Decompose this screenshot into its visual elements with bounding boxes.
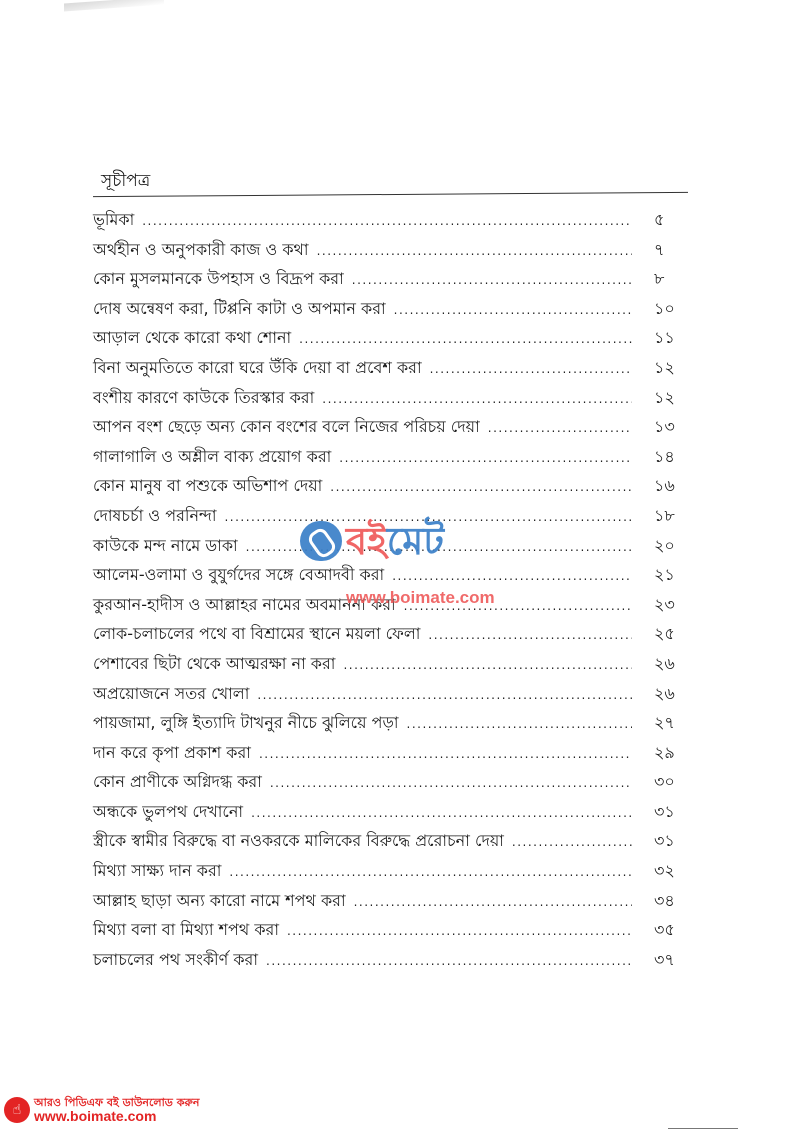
toc-entry-page: ২৩: [654, 594, 675, 614]
download-banner-text: আরও পিডিএফ বই ডাউনলোড করুন: [34, 1096, 200, 1109]
toc-entry[interactable]: [93, 945, 688, 975]
toc-entry-label: লোক-চলাচলের পথে বা বিশ্রামের স্থানে ময়লা ফেলা: [93, 624, 421, 644]
title-divider: [93, 192, 688, 197]
dot-leader: [488, 414, 632, 444]
dot-leader: [259, 740, 632, 770]
toc-entry-label: পায়জামা, লুঙ্গি ইত্যাদি টাখনুর নীচে ঝুলিয়ে পড়া: [93, 713, 399, 733]
toc-entry[interactable]: [93, 323, 688, 353]
toc-entry[interactable]: [93, 649, 688, 679]
toc-entry-page: ১৬: [654, 476, 675, 496]
dot-leader: [428, 621, 632, 651]
table-of-contents: [93, 170, 688, 974]
toc-entry[interactable]: [93, 679, 688, 709]
dot-leader: [299, 325, 632, 355]
toc-entry[interactable]: [93, 531, 688, 561]
toc-entry[interactable]: [93, 442, 688, 472]
dot-leader: [270, 769, 632, 799]
toc-entry-page: ৩০: [654, 772, 675, 792]
toc-entry-label: আলেম-ওলামা ও বুযুর্গদের সঙ্গে বেআদবী করা: [93, 565, 385, 585]
dot-leader: [266, 947, 632, 977]
toc-entry-label: দোষচর্চা ও পরনিন্দা: [93, 505, 217, 525]
toc-entry-label: আপন বংশ ছেড়ে অন্য কোন বংশের বলে নিজের পরিচয় দেয়া: [93, 417, 480, 437]
toc-entry[interactable]: [93, 619, 688, 649]
toc-entry-page: ১৮: [654, 505, 675, 525]
dot-leader: [322, 385, 632, 415]
dot-leader: [287, 917, 632, 947]
toc-entry-label: আল্লাহ ছাড়া অন্য কারো নামে শপথ করা: [93, 890, 346, 910]
scan-artifact: [64, 0, 164, 11]
toc-entry-label: কাউকে মন্দ নামে ডাকা: [93, 535, 238, 555]
toc-entry-page: ৩১: [654, 801, 675, 821]
toc-entry-page: ১২: [654, 387, 675, 407]
dot-leader: [512, 828, 632, 858]
toc-entry-label: বংশীয় কারণে কাউকে তিরস্কার করা: [93, 387, 315, 407]
dot-leader: [330, 473, 632, 503]
toc-entry-label: অর্থহীন ও অনুপকারী কাজ ও কথা: [93, 239, 309, 259]
toc-entry[interactable]: [93, 767, 688, 797]
dot-leader: [407, 710, 632, 740]
toc-entry-page: ২৬: [654, 683, 675, 703]
toc-entry[interactable]: [93, 856, 688, 886]
dot-leader: [229, 858, 632, 888]
toc-entry[interactable]: [93, 886, 688, 916]
toc-entry-label: মিথ্যা বলা বা মিথ্যা শপথ করা: [93, 920, 279, 940]
page-edge-line: [668, 1128, 738, 1129]
dot-leader: [394, 296, 632, 326]
toc-entry[interactable]: [93, 264, 688, 294]
toc-entry[interactable]: [93, 412, 688, 442]
dot-leader: [257, 681, 632, 711]
toc-entry-label: কুরআন-হাদীস ও আল্লাহর নামের অবমাননা করা: [93, 594, 396, 614]
toc-entry[interactable]: [93, 235, 688, 265]
watermark-text-part2: মেট: [386, 519, 444, 563]
toc-entry[interactable]: [93, 738, 688, 768]
toc-entry-label: দোষ অন্বেষণ করা, টিপ্পনি কাটা ও অপমান করা: [93, 298, 386, 318]
download-banner-url[interactable]: www.boimate.com: [34, 1108, 157, 1124]
toc-entry-page: ৩২: [654, 861, 675, 881]
toc-entry-page: ৫: [654, 210, 665, 229]
toc-entry-page: ৩৭: [654, 949, 675, 969]
toc-entry-page: ২৭: [654, 713, 675, 733]
watermark-url: www.boimate.com: [346, 588, 495, 607]
toc-entry-label: স্ত্রীকে স্বামীর বিরুদ্ধে বা নওকরকে মালিকের বিরুদ্ধে প্ররোচনা দেয়া: [93, 831, 504, 851]
dot-leader: [430, 355, 632, 385]
toc-entry[interactable]: [93, 353, 688, 383]
toc-entry-page: ২৯: [654, 742, 675, 762]
dot-leader: [339, 444, 632, 474]
dot-leader: [142, 207, 632, 237]
dot-leader: [352, 266, 632, 296]
toc-entry-page: ৭: [654, 239, 665, 259]
dot-leader: [251, 799, 632, 829]
toc-title: সূচীপত্র: [101, 171, 151, 191]
toc-entry-label: অপ্রয়োজনে সতর খোলা: [93, 683, 250, 703]
toc-entry-label: গালাগালি ও অশ্লীল বাক্য প্রয়োগ করা: [93, 446, 332, 466]
toc-entry-page: ২৬: [654, 653, 675, 673]
toc-entry-page: ৩৪: [654, 890, 675, 910]
toc-entry[interactable]: [93, 471, 688, 501]
toc-entry-page: ১২: [654, 357, 675, 377]
toc-entry[interactable]: [93, 294, 688, 324]
toc-entry[interactable]: [93, 383, 688, 413]
toc-entry-page: ১১: [654, 328, 675, 348]
toc-entry[interactable]: [93, 915, 688, 945]
toc-entry-page: ২১: [654, 565, 675, 585]
watermark-text-part1: বই: [346, 519, 387, 563]
toc-entry[interactable]: [93, 501, 688, 531]
toc-entry-page: ৩৫: [654, 920, 675, 940]
toc-entry-page: ৮: [654, 269, 665, 289]
toc-entry-page: ১৪: [654, 446, 675, 466]
toc-entry-label: আড়াল থেকে কারো কথা শোনা: [93, 328, 292, 348]
toc-entry-page: ৩১: [654, 831, 675, 851]
dot-leader: [246, 533, 632, 563]
toc-entry[interactable]: [93, 708, 688, 738]
toc-entry[interactable]: [93, 826, 688, 856]
dot-leader: [224, 503, 632, 533]
toc-entry-label: দান করে কৃপা প্রকাশ করা: [93, 742, 251, 762]
toc-entry-page: ১০: [654, 298, 675, 318]
toc-entry-label: পেশাবের ছিটা থেকে আত্মরক্ষা না করা: [93, 653, 336, 673]
toc-entry[interactable]: [93, 205, 688, 235]
toc-entry-label: মিথ্যা সাক্ষ্য দান করা: [93, 861, 222, 881]
toc-entry[interactable]: [93, 797, 688, 827]
toc-entry-label: কোন মুসলমানকে উপহাস ও বিদ্রূপ করা: [93, 269, 344, 289]
download-banner[interactable]: [4, 1097, 199, 1123]
pointing-hand-icon: ☝: [4, 1097, 30, 1123]
toc-entry-label: ভূমিকা: [93, 210, 135, 229]
dot-leader: [317, 237, 632, 267]
toc-entry-label: বিনা অনুমতিতে কারো ঘরে উঁকি দেয়া বা প্রবেশ করা: [93, 357, 422, 377]
toc-entry-label: অন্ধকে ভুলপথ দেখানো: [93, 801, 244, 821]
toc-entry-label: কোন মানুষ বা পশুকে অভিশাপ দেয়া: [93, 476, 323, 496]
toc-entry-label: কোন প্রাণীকে অগ্নিদগ্ধ করা: [93, 772, 262, 792]
toc-entry-page: ২০: [654, 535, 675, 555]
dot-leader: [354, 888, 632, 918]
toc-entry-page: ২৫: [654, 624, 675, 644]
toc-entry[interactable]: [93, 560, 688, 590]
toc-entry-label: চলাচলের পথ সংকীর্ণ করা: [93, 949, 259, 969]
toc-entry-page: ১৩: [654, 417, 675, 437]
dot-leader: [343, 651, 632, 681]
